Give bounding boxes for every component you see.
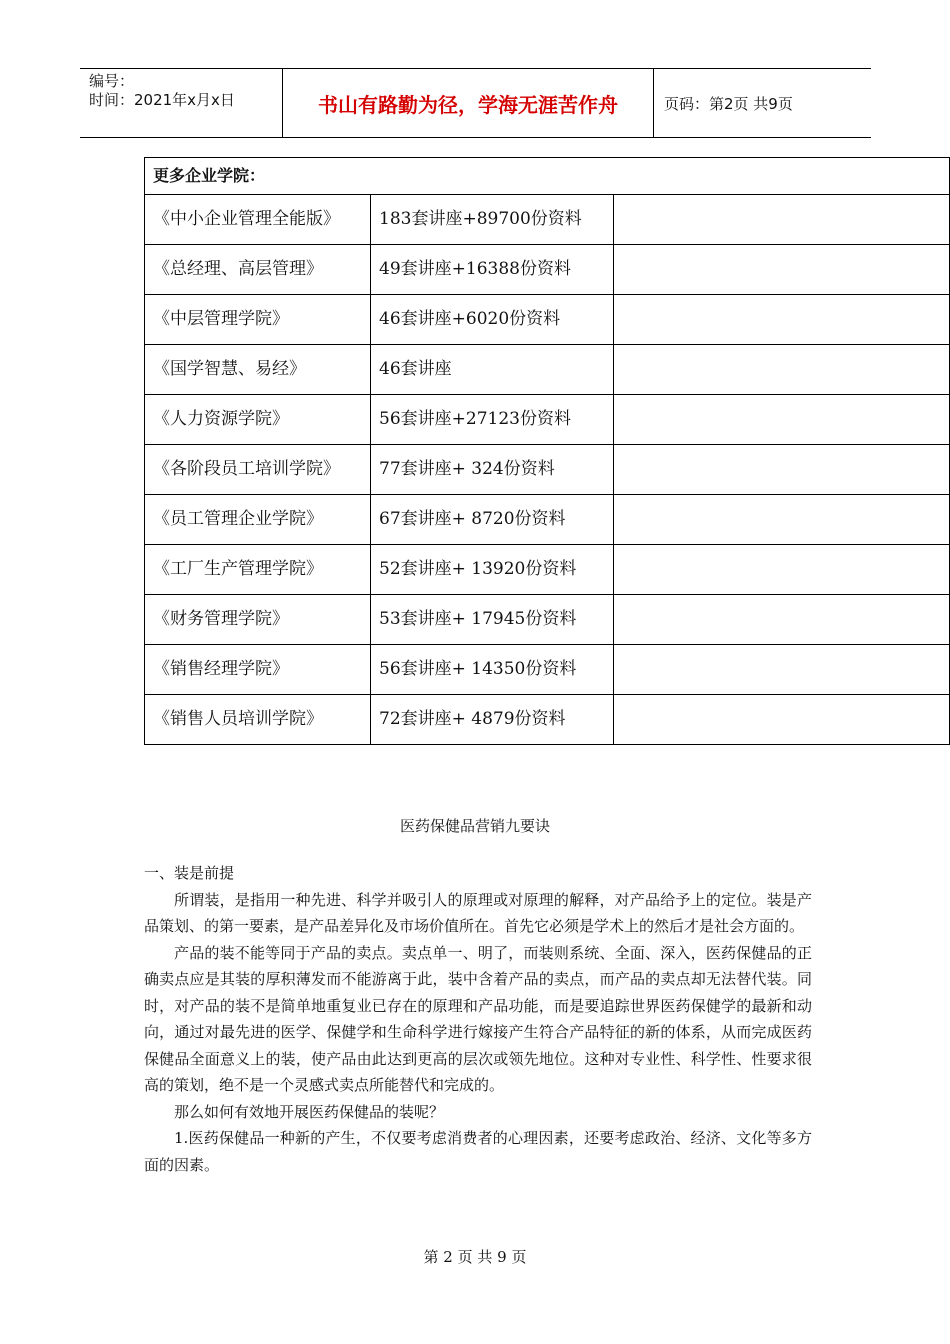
academy-info: 67套讲座+ 8720份资料 [371, 495, 614, 545]
academy-info: 52套讲座+ 13920份资料 [371, 545, 614, 595]
paragraph: 那么如何有效地开展医药保健品的装呢？ [174, 1102, 445, 1121]
time-label: 时间：2021年x月x日 [89, 91, 235, 109]
table-row [145, 495, 950, 545]
academy-name: 《财务管理学院》 [145, 595, 371, 645]
page-footer: 第 2 页 共 9 页 [423, 1248, 527, 1266]
motto: 书山有路勤为径，学海无涯苦作舟 [283, 69, 654, 137]
empty-cell [614, 695, 950, 745]
empty-cell [614, 595, 950, 645]
academy-name: 《工厂生产管理学院》 [145, 545, 371, 595]
table-row [145, 595, 950, 645]
empty-cell [614, 345, 950, 395]
academy-info: 183套讲座+89700份资料 [371, 195, 614, 245]
empty-cell [614, 545, 950, 595]
table-row [145, 645, 950, 695]
table-row [145, 395, 950, 445]
academy-name: 《员工管理企业学院》 [145, 495, 371, 545]
article-body [144, 860, 812, 1178]
academy-info: 72套讲座+ 4879份资料 [371, 695, 614, 745]
academy-info: 56套讲座+27123份资料 [371, 395, 614, 445]
table-row [145, 195, 950, 245]
table-row [145, 545, 950, 595]
academy-info: 56套讲座+ 14350份资料 [371, 645, 614, 695]
empty-cell [614, 445, 950, 495]
academy-name: 《销售人员培训学院》 [145, 695, 371, 745]
table-row [145, 445, 950, 495]
table-heading: 更多企业学院： [145, 158, 950, 195]
paragraph: 所谓装，是指用一种先进、科学并吸引人的原理或对原理的解释，对产品给予上的定位。装是产品策划、的第一要素，是产品差异化及市场价值所在。首先它必须是学术上的然后才是社会方面的。 [144, 890, 812, 935]
paragraph: 1.医药保健品一种新的产生，不仅要考虑消费者的心理因素，还要考虑政治、经济、文化等多方面的因素。 [144, 1129, 812, 1174]
empty-cell [614, 395, 950, 445]
empty-cell [614, 245, 950, 295]
academy-info: 46套讲座 [371, 345, 614, 395]
table-heading-row [145, 158, 950, 195]
number-label: 编号： [89, 72, 135, 90]
academy-name: 《总经理、高层管理》 [145, 245, 371, 295]
academy-name: 《各阶段员工培训学院》 [145, 445, 371, 495]
academy-name: 《人力资源学院》 [145, 395, 371, 445]
section-heading: 一、装是前提 [144, 864, 235, 882]
academy-info: 53套讲座+ 17945份资料 [371, 595, 614, 645]
empty-cell [614, 495, 950, 545]
table-row [145, 245, 950, 295]
academy-name: 《中层管理学院》 [145, 295, 371, 345]
page-header [80, 68, 871, 138]
academy-table [144, 157, 950, 745]
academy-name: 《销售经理学院》 [145, 645, 371, 695]
academy-name: 《中小企业管理全能版》 [145, 195, 371, 245]
table-row [145, 295, 950, 345]
academy-info: 49套讲座+16388份资料 [371, 245, 614, 295]
page-code: 页码：第2页 共9页 [664, 94, 793, 113]
empty-cell [614, 195, 950, 245]
header-meta-cell [80, 69, 283, 137]
empty-cell [614, 295, 950, 345]
academy-info: 46套讲座+6020份资料 [371, 295, 614, 345]
table-row [145, 695, 950, 745]
empty-cell [614, 645, 950, 695]
academy-name: 《国学智慧、易经》 [145, 345, 371, 395]
table-row [145, 345, 950, 395]
paragraph: 产品的装不能等同于产品的卖点。卖点单一、明了，而装则系统、全面、深入，医药保健品的正确卖点应是其装的厚积薄发而不能游离于此，装中含着产品的卖点，而产品的卖点却无法替代装。同时，对产品的装不是简单地重复业已存在的原理和产品功能，而是要追踪世界医药保健学的最新和动向，通过对最先进的医学、保健学和生命科学进行嫁接产生符合产品特征的新的体系，从而完成医药保健品全面意义上的装，使产品由此达到更高的层次或领先地位。这种对专业性、科学性、性要求很高的策划，绝不是一个灵感式卖点所能替代和完成的。 [144, 943, 812, 1094]
academy-info: 77套讲座+ 324份资料 [371, 445, 614, 495]
article-title: 医药保健品营销九要诀 [399, 817, 550, 835]
